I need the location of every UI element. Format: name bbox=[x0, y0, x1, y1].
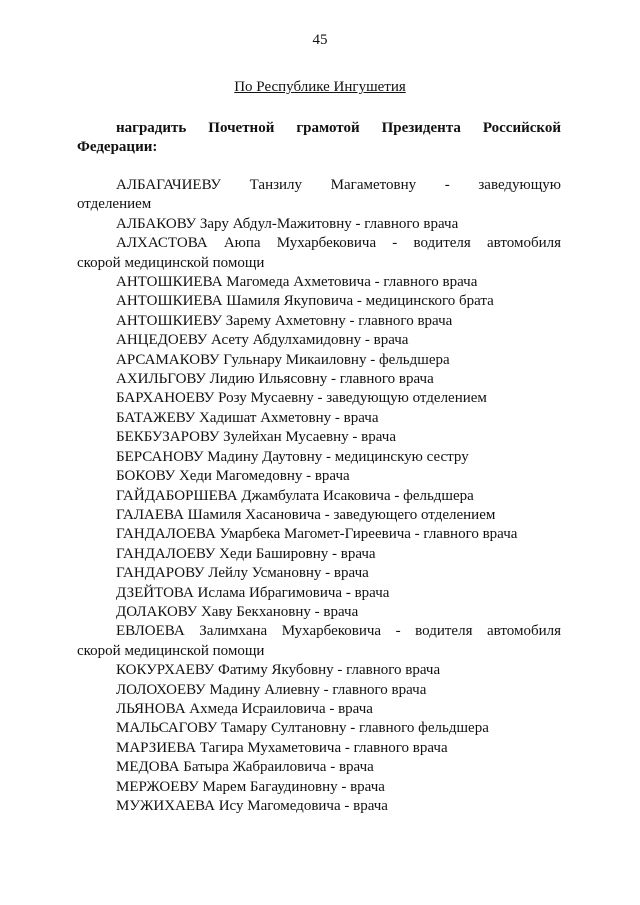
section-title: По Республике Ингушетия bbox=[234, 79, 406, 95]
awardee-entry bbox=[77, 331, 561, 350]
award-heading bbox=[77, 119, 561, 157]
awardee-entry-line: КОКУРХАЕВУ Фатиму Якубовну - главного врача bbox=[116, 662, 441, 679]
awardee-entry-line: МУЖИХАЕВА Ису Магомедовича - врача bbox=[116, 798, 388, 814]
awardee-entry bbox=[77, 312, 561, 331]
awardee-entry bbox=[77, 603, 561, 622]
awardee-entry-line: АНЦЕДОЕВУ Асету Абдулхамидовну - врача bbox=[116, 332, 409, 349]
awardee-entry bbox=[77, 176, 561, 215]
awardee-entry-line: ДЗЕЙТОВА Ислама Ибрагимовича - врача bbox=[116, 584, 390, 601]
awardee-entry-continuation: скорой медицинской помощи bbox=[77, 642, 265, 659]
awardee-entry-line: ДОЛАКОВУ Хаву Бекхановну - врача bbox=[116, 603, 359, 620]
awardee-entry-line: ГАНДАЛОЕВА Умарбека Магомет-Гиреевича - главного врача bbox=[116, 526, 518, 543]
awardee-entry bbox=[77, 797, 561, 816]
awardee-entry bbox=[77, 234, 561, 273]
awardee-entry-continuation: отделением bbox=[77, 196, 152, 213]
awardee-entry-line: БАТАЖЕВУ Хадишат Ахметовну - врача bbox=[116, 409, 379, 426]
awardee-entry-line: МЕДОВА Батыра Жабраиловича - врача bbox=[116, 759, 374, 776]
awardee-entry-continuation: скорой медицинской помощи bbox=[77, 254, 265, 271]
awardee-entry bbox=[77, 409, 561, 428]
awardee-entry bbox=[77, 351, 561, 370]
awardee-entry bbox=[77, 758, 561, 777]
awardee-entry-line: БАРХАНОЕВУ Розу Мусаевну - заведующую отделением bbox=[116, 390, 487, 407]
awardee-list bbox=[77, 176, 561, 816]
awardee-entry-line: МЕРЖОЕВУ Марем Багаудиновну - врача bbox=[116, 778, 385, 795]
awardee-entry bbox=[77, 448, 561, 467]
awardee-entry bbox=[77, 273, 561, 292]
awardee-entry bbox=[77, 506, 561, 525]
awardee-entry-line: ГАЙДАБОРШЕВА Джамбулата Исаковича - фельдшера bbox=[116, 487, 474, 504]
heading-word: грамотой bbox=[296, 120, 360, 136]
heading-word: наградить bbox=[116, 120, 187, 136]
page-number: 45 bbox=[312, 32, 328, 48]
awardee-entry-line: АЛХАСТОВА Аюпа Мухарбековича - водителя автомобиля bbox=[116, 235, 561, 252]
awardee-entry-line: БОКОВУ Хеди Магомедовну - врача bbox=[116, 468, 350, 485]
awardee-entry bbox=[77, 292, 561, 311]
awardee-entry bbox=[77, 719, 561, 738]
awardee-entry-line: АНТОШКИЕВА Шамиля Якуповича - медицинского брата bbox=[116, 293, 494, 310]
awardee-entry-line: АХИЛЬГОВУ Лидию Ильясовну - главного врача bbox=[116, 371, 434, 388]
awardee-entry bbox=[77, 545, 561, 564]
awardee-entry bbox=[77, 467, 561, 486]
awardee-entry bbox=[77, 215, 561, 234]
awardee-entry bbox=[77, 370, 561, 389]
awardee-entry-line: ГАЛАЕВА Шамиля Хасановича - заведующего отделением bbox=[116, 506, 496, 523]
heading-word: Российской bbox=[482, 120, 561, 136]
awardee-entry bbox=[77, 428, 561, 447]
awardee-entry bbox=[77, 661, 561, 680]
awardee-entry-line: АЛБАГАЧИЕВУ Танзилу Магаметовну - заведующую bbox=[116, 177, 561, 193]
awardee-entry bbox=[77, 622, 561, 661]
heading-word: Почетной bbox=[208, 120, 275, 136]
awardee-entry-line: ГАНДАРОВУ Лейлу Усмановну - врача bbox=[116, 565, 369, 582]
awardee-entry-line: БЕРСАНОВУ Мадину Даутовну - медицинскую сестру bbox=[116, 448, 469, 465]
awardee-entry bbox=[77, 389, 561, 408]
awardee-entry bbox=[77, 564, 561, 583]
awardee-entry-line: МАЛЬСАГОВУ Тамару Султановну - главного фельдшера bbox=[116, 720, 489, 737]
awardee-entry bbox=[77, 487, 561, 506]
awardee-entry-line: ЛЬЯНОВА Ахмеда Исраиловича - врача bbox=[116, 700, 373, 717]
heading-word: Президента bbox=[381, 120, 461, 136]
awardee-entry-line: БЕКБУЗАРОВУ Зулейхан Мусаевну - врача bbox=[116, 429, 396, 446]
awardee-entry-line: АНТОШКИЕВА Магомеда Ахметовича - главного врача bbox=[116, 274, 478, 291]
awardee-entry bbox=[77, 681, 561, 700]
awardee-entry bbox=[77, 778, 561, 797]
awardee-entry-line: МАРЗИЕВА Тагира Мухаметовича - главного врача bbox=[116, 739, 448, 756]
award-heading-line-1 bbox=[77, 119, 561, 138]
awardee-entry-line: ЛОЛОХОЕВУ Мадину Алиевну - главного врача bbox=[116, 681, 427, 698]
awardee-entry bbox=[77, 739, 561, 758]
awardee-entry-line: ГАНДАЛОЕВУ Хеди Башировну - врача bbox=[116, 545, 376, 562]
awardee-entry-line: АРСАМАКОВУ Гульнару Микаиловну - фельдшера bbox=[116, 351, 450, 368]
awardee-entry-line: АЛБАКОВУ Зару Абдул-Мажитовну - главного врача bbox=[116, 215, 459, 232]
awardee-entry-line: АНТОШКИЕВУ Зарему Ахметовну - главного врача bbox=[116, 312, 453, 329]
award-heading-line-2: Федерации: bbox=[77, 139, 158, 155]
awardee-entry bbox=[77, 584, 561, 603]
awardee-entry-line: ЕВЛОЕВА Залимхана Мухарбековича - водителя автомобиля bbox=[116, 623, 561, 640]
awardee-entry bbox=[77, 525, 561, 544]
awardee-entry bbox=[77, 700, 561, 719]
